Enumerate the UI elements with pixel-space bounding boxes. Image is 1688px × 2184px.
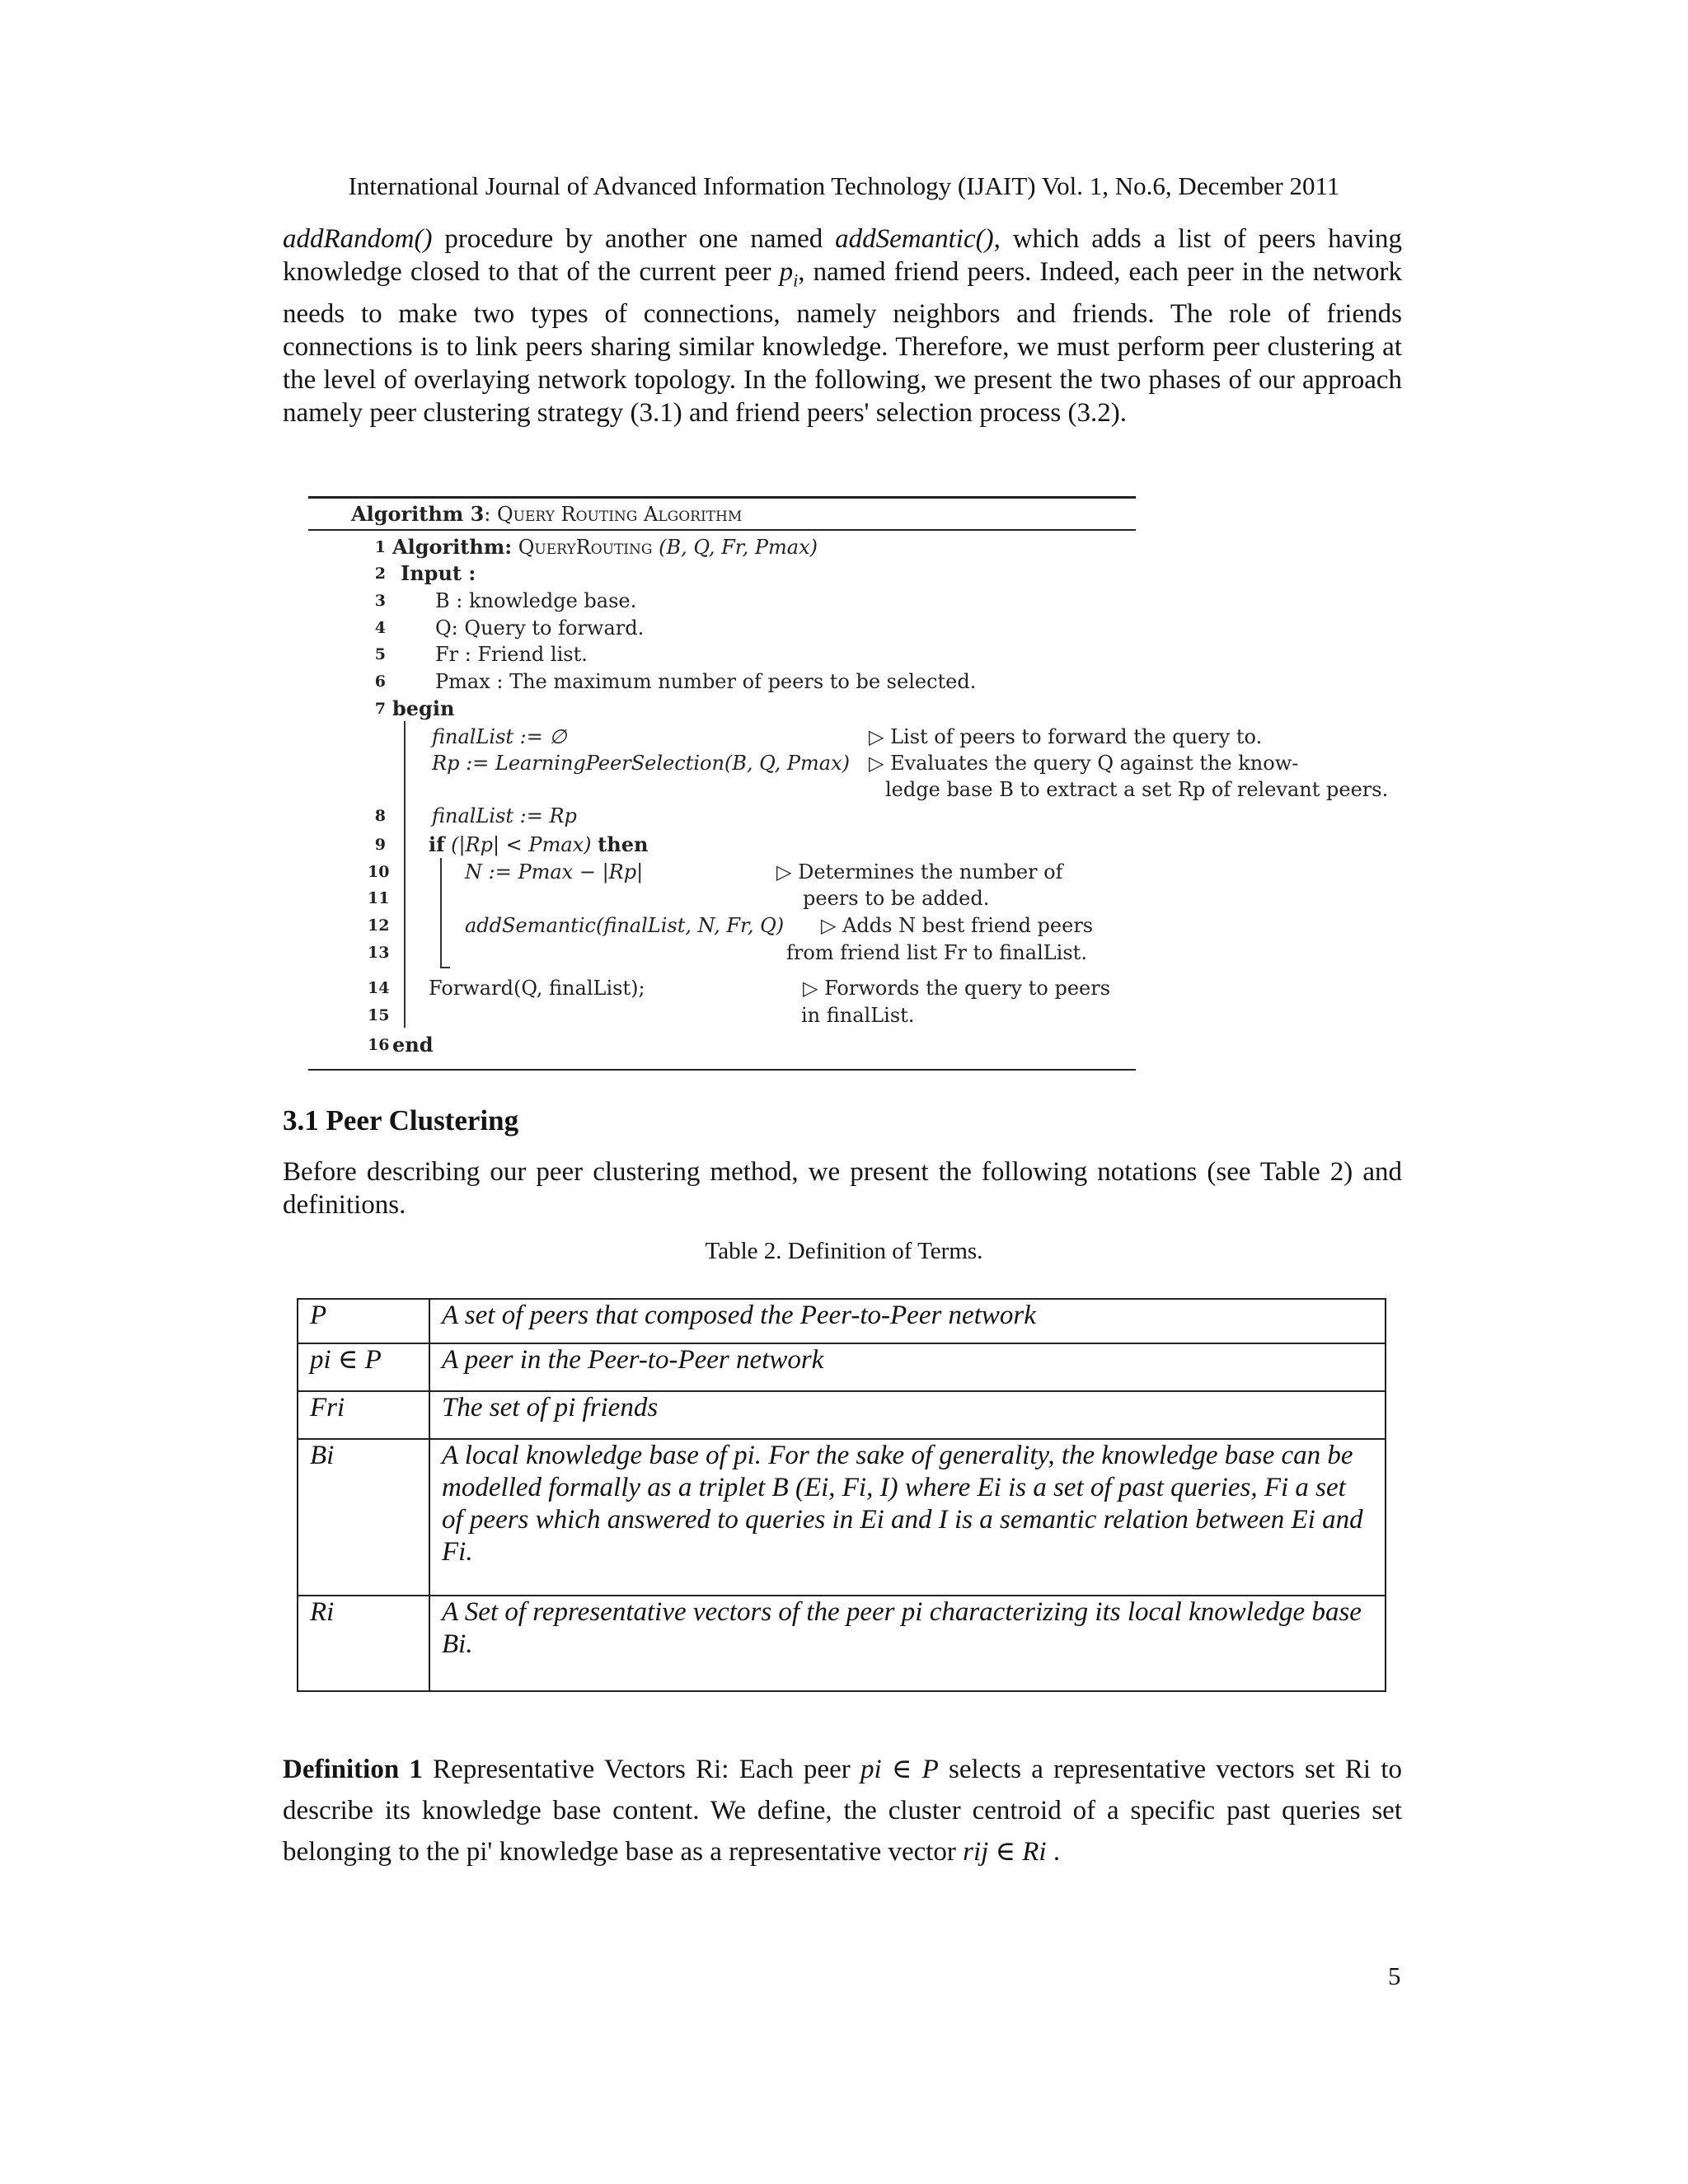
line-number: 15 <box>368 1006 390 1024</box>
algo-line-12: addSemantic(finalList, N, Fr, Q) <box>465 914 785 937</box>
algo-comment: peers to be added. <box>803 887 990 910</box>
line-number: 13 <box>368 944 390 962</box>
table-row <box>298 1391 1386 1439</box>
algorithm-title: Algorithm 3: Query Routing Algorithm <box>308 499 1136 531</box>
table-caption: Table 2. Definition of Terms. <box>705 1238 983 1264</box>
algo-line-rp: Rp := LearningPeerSelection(B, Q, Pmax) <box>432 752 851 775</box>
algo-line-5: Fr : Friend list. <box>435 643 588 666</box>
algo-line-1: Algorithm: QueryRouting (B, Q, Fr, Pmax) <box>392 535 818 559</box>
algo-line-16: end <box>392 1033 434 1057</box>
definition-cell: The set of pi friends <box>429 1391 1386 1439</box>
terms-table <box>297 1298 1386 1692</box>
line-number: 16 <box>368 1036 390 1054</box>
line-number: 11 <box>368 889 390 907</box>
math-rij: rij ∈ Ri <box>963 1837 1047 1867</box>
if-block-bar <box>440 858 442 968</box>
algo-comment: ▷ Evaluates the query Q against the know- <box>869 752 1299 775</box>
line-number: 1 <box>374 538 386 556</box>
algo-line-2: Input : <box>401 561 476 585</box>
line-number: 4 <box>374 619 386 637</box>
table-row <box>298 1343 1386 1391</box>
algo-line-6: Pmax : The maximum number of peers to be selected. <box>435 670 977 693</box>
algo-comment: ledge base B to extract a set Rp of relevant peers. <box>885 778 1389 801</box>
section-heading: 3.1 Peer Clustering <box>283 1104 519 1137</box>
term-cell: Bi <box>298 1439 429 1596</box>
definition-text-1: Representative Vectors Ri: Each peer <box>422 1755 860 1784</box>
algo-comment: ▷ Forwords the query to peers <box>803 977 1111 1000</box>
var-pi: $p_i$ <box>779 257 799 291</box>
table-row <box>298 1299 1386 1343</box>
fn-addrandom: addRandom() <box>283 224 433 254</box>
journal-header: International Journal of Advanced Information Technology (IJAIT) Vol. 1, No.6, December 2011 <box>348 171 1340 200</box>
algo-line-7: begin <box>392 696 455 720</box>
page-number: 5 <box>1388 1961 1401 1990</box>
definition-cell: A local knowledge base of pi. For the sake of generality, the knowledge base can be modelled formally as a triplet B (Ei, Fi, I) where Ei is a set of past queries, Fi a set of peers which answered to queries in Ei and I is a semantic relation between Ei and Fi. <box>429 1439 1386 1596</box>
definition-label: Definition 1 <box>283 1755 423 1784</box>
begin-block-bar <box>404 721 406 1028</box>
algo-comment: ▷ Determines the number of <box>776 860 1063 883</box>
definition-cell: A peer in the Peer-to-Peer network <box>429 1343 1386 1391</box>
fn-addsemantic: addSemantic() <box>835 224 994 254</box>
intro-text-3: , named friend peers. Indeed, each peer in the network needs to make two types of connections, namely neighbors and friends. The role of friends connections is to link peers sharing similar knowledge. Therefore, we must perform peer clustering at the level of overlaying network topology. In the following, we present the two phases of our approach namely peer clustering strategy (3.1) and friend peers' selection process (3.2). <box>283 257 1402 428</box>
term-cell: Ri <box>298 1596 429 1691</box>
intro-paragraph <box>283 223 1402 429</box>
algo-line-14: Forward(Q, finalList); <box>429 977 645 1000</box>
line-number: 10 <box>368 863 390 881</box>
line-number: 2 <box>374 565 386 583</box>
term-cell: pi ∈ P <box>298 1343 429 1391</box>
line-number: 3 <box>374 592 386 610</box>
definition-cell: A Set of representative vectors of the peer pi characterizing its local knowledge base Bi. <box>429 1596 1386 1691</box>
algo-line-finallist: finalList := ∅ <box>432 725 567 748</box>
line-number: 9 <box>374 836 386 854</box>
if-block-end <box>440 967 450 968</box>
algo-comment: ▷ List of peers to forward the query to. <box>869 725 1263 748</box>
definition-paragraph <box>283 1749 1402 1872</box>
algo-line-9: if (|Rp| < Pmax) then <box>429 832 649 856</box>
algo-line-3: B : knowledge base. <box>435 589 637 612</box>
line-number: 12 <box>368 916 390 935</box>
algo-comment: ▷ Adds N best friend peers <box>821 914 1094 937</box>
line-number: 8 <box>374 807 386 825</box>
term-cell: Fri <box>298 1391 429 1439</box>
definition-text-2: selects a representative vectors set Ri to describe its knowledge base content. We define, the cluster centroid of a specific past queries set belonging to the pi' knowledge base as a representative vector <box>283 1755 1402 1867</box>
table-row <box>298 1439 1386 1596</box>
algo-line-10: N := Pmax − |Rp| <box>465 860 644 883</box>
section-paragraph: Before describing our peer clustering method, we present the following notations (see Table 2) and definitions. <box>283 1157 1402 1220</box>
line-number: 5 <box>374 645 386 663</box>
definition-text-3: . <box>1046 1837 1061 1867</box>
definition-cell: A set of peers that composed the Peer-to-Peer network <box>429 1299 1386 1343</box>
algorithm-box <box>308 496 1389 1071</box>
table-row <box>298 1596 1386 1691</box>
intro-text-2: , which adds a list of peers having knowledge closed to that of the current peer <box>283 224 1402 287</box>
math-pi-in-p: pi ∈ P <box>860 1755 939 1784</box>
algo-comment: from friend list Fr to finalList. <box>786 941 1087 964</box>
line-number: 14 <box>368 979 390 997</box>
algo-line-4: Q: Query to forward. <box>435 616 645 640</box>
line-number: 6 <box>374 673 386 691</box>
intro-text-1: procedure by another one named <box>432 224 836 254</box>
term-cell: P <box>298 1299 429 1343</box>
algo-comment: in finalList. <box>801 1004 915 1027</box>
algo-line-8: finalList := Rp <box>432 804 577 827</box>
line-number: 7 <box>374 700 386 718</box>
